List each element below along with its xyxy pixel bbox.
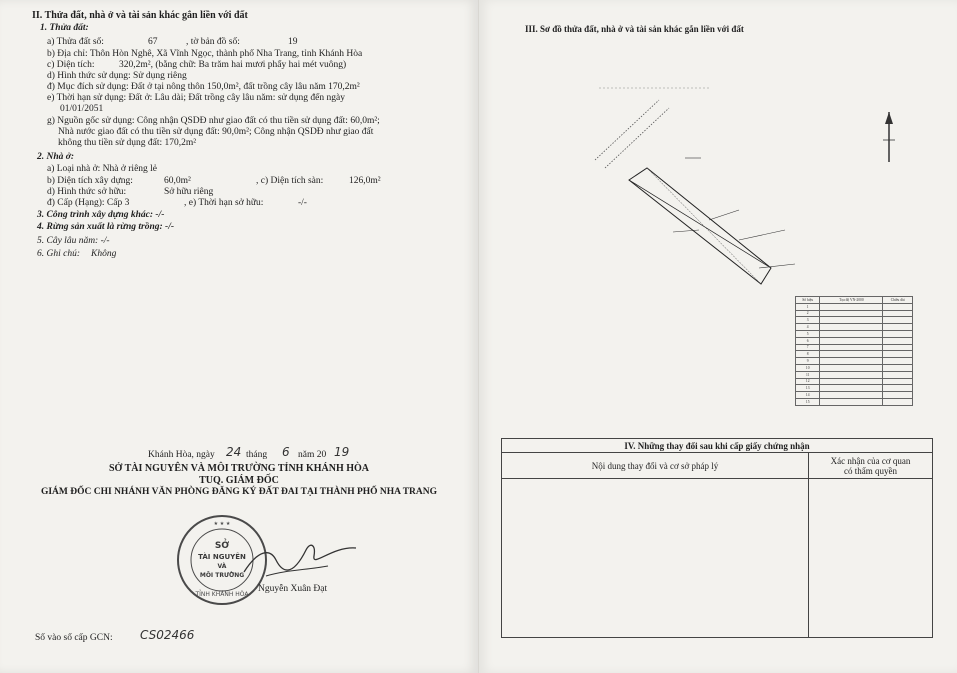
table-row (796, 378, 913, 385)
land-heading: 1. Thửa đất: (40, 23, 89, 33)
coords-point: 3 (796, 317, 820, 324)
notes-label: 6. Ghi chú: (37, 249, 81, 259)
table-row (796, 337, 913, 344)
ownership-term-label: , e) Thời hạn sở hữu: (184, 198, 264, 208)
build-area-value: 60,0m² (164, 176, 191, 186)
coords-point: 12 (796, 378, 820, 385)
coords-point: 1 (796, 303, 820, 310)
parcel-number-value: 67 (148, 37, 158, 47)
changes-col-content: Nội dung thay đổi và cơ sở pháp lý (502, 453, 809, 479)
svg-text:SỞ: SỞ (214, 541, 230, 551)
changes-col-confirmation (809, 453, 933, 479)
other-structures: 3. Công trình xây dựng khác: -/- (37, 210, 165, 220)
house-heading: 2. Nhà ở: (37, 152, 75, 162)
ownership-label: d) Hình thức sở hữu: (47, 187, 127, 197)
date-month: 6 (282, 445, 290, 459)
signer-title: GIÁM ĐỐC CHI NHÁNH VĂN PHÒNG ĐĂNG KÝ ĐẤT ĐAI TẠI THÀNH PHỐ NHA TRANG (40, 487, 438, 497)
origin-line-2: Nhà nước giao đất có thu tiền sử dụng đất: 90,0m²; Công nhận QSDĐ như giao đất (58, 127, 374, 137)
date-month-label: tháng (246, 450, 268, 460)
coords-point: 6 (796, 337, 820, 344)
coords-point: 10 (796, 364, 820, 371)
section-4-title: IV. Những thay đổi sau khi cấp giấy chứng nhận (502, 439, 933, 453)
coords-point: 14 (796, 392, 820, 399)
signer-name: Nguyễn Xuân Đạt (258, 584, 328, 594)
table-row (796, 364, 913, 371)
registry-label: Số vào sổ cấp GCN: (35, 633, 113, 643)
table-row (796, 303, 913, 310)
table-row (796, 392, 913, 399)
date-day: 24 (226, 445, 242, 459)
date-year-label: năm 20 (298, 450, 327, 460)
usage-term: e) Thời hạn sử dụng: Đất ở: Lâu dài; Đất trồng cây lâu năm: sử dụng đến ngày (47, 93, 345, 103)
table-row (796, 330, 913, 337)
usage-term-date: 01/01/2051 (60, 104, 104, 114)
changes-table (501, 438, 933, 638)
right-page (479, 0, 957, 673)
ownership-term-value: -/- (298, 198, 307, 208)
coordinates-table (795, 296, 913, 406)
floor-area-value: 126,0m² (349, 176, 381, 186)
section-2-title: II. Thửa đất, nhà ở và tài sản khác gắn liền với đất (32, 10, 248, 21)
map-sheet-label: , tờ bản đồ số: (186, 37, 240, 47)
date-prefix: Khánh Hòa, ngày (148, 450, 215, 460)
coords-point: 4 (796, 324, 820, 331)
coords-header: Chiều dài (883, 297, 913, 304)
notes-value: Không (91, 249, 117, 259)
table-row (796, 344, 913, 351)
table-row (796, 324, 913, 331)
confirmation-line-1: Xác nhận của cơ quan (830, 455, 911, 466)
handwritten-signature (236, 530, 366, 590)
svg-text:★ ★ ★: ★ ★ ★ (213, 521, 231, 527)
north-arrow-icon (877, 110, 901, 164)
ownership-value: Sở hữu riêng (164, 187, 214, 197)
table-row (796, 398, 913, 405)
svg-text:TỈNH KHÁNH HÒA: TỈNH KHÁNH HÒA (195, 591, 249, 598)
svg-text:TÀI NGUYÊN: TÀI NGUYÊN (198, 553, 246, 561)
usage-form: d) Hình thức sử dụng: Sử dụng riêng (47, 71, 187, 81)
origin-line-1: g) Nguồn gốc sử dụng: Công nhận QSDĐ như giao đất có thu tiền sử dụng đất: 60,0m²; (47, 116, 380, 126)
floor-area-label: , c) Diện tích sàn: (256, 176, 324, 186)
perennial-trees: 5. Cây lâu năm: -/- (37, 236, 110, 246)
table-row (796, 317, 913, 324)
table-row (796, 385, 913, 392)
coords-point: 15 (796, 398, 820, 405)
changes-content-cell (502, 479, 809, 638)
changes-confirmation-cell (809, 479, 933, 638)
build-area-label: b) Diện tích xây dựng: (47, 176, 133, 186)
coords-point: 9 (796, 358, 820, 365)
issuing-org: SỞ TÀI NGUYÊN VÀ MÔI TRƯỜNG TỈNH KHÁNH HÒA (108, 463, 370, 474)
usage-purpose: đ) Mục đích sử dụng: Đất ở tại nông thôn 150,0m², đất trồng cây lâu năm 170,2m² (47, 82, 360, 92)
address-line: b) Địa chỉ: Thôn Hòn Nghê, Xã Vĩnh Ngọc, thành phố Nha Trang, tỉnh Khánh Hòa (47, 49, 363, 59)
section-3-title: III. Sơ đồ thửa đất, nhà ở và tài sản khác gắn liền với đất (525, 24, 744, 34)
svg-text:VÀ: VÀ (217, 563, 227, 570)
coords-header: Tọa độ VN-2000 (820, 297, 883, 304)
map-sheet-value: 19 (288, 37, 298, 47)
authorization: TUQ. GIÁM ĐỐC (199, 475, 279, 486)
origin-line-3: không thu tiền sử dụng đất: 170,2m² (58, 138, 197, 148)
table-row (796, 358, 913, 365)
registry-number: CS02466 (140, 628, 195, 642)
table-row (796, 310, 913, 317)
coords-point: 13 (796, 385, 820, 392)
table-row (796, 351, 913, 358)
planted-forest: 4. Rừng sản xuất là rừng trồng: -/- (37, 222, 175, 232)
area-value: 320,2m², (bằng chữ: Ba trăm hai mươi phẩy hai mét vuông) (119, 60, 347, 70)
table-row (796, 371, 913, 378)
coords-point: 11 (796, 371, 820, 378)
coords-point: 7 (796, 344, 820, 351)
area-label: c) Diện tích: (47, 60, 95, 70)
house-grade: đ) Cấp (Hạng): Cấp 3 (47, 198, 130, 208)
coords-point: 8 (796, 351, 820, 358)
confirmation-line-2: có thẩm quyền (844, 465, 897, 476)
date-year: 19 (334, 445, 350, 459)
svg-text:MÔI TRƯỜNG: MÔI TRƯỜNG (199, 572, 245, 579)
coords-point: 2 (796, 310, 820, 317)
house-type: a) Loại nhà ở: Nhà ở riêng lẻ (47, 164, 158, 174)
coords-point: 5 (796, 330, 820, 337)
parcel-number-label: a) Thửa đất số: (47, 37, 104, 47)
coords-header: Số hiệu (796, 297, 820, 304)
parcel-sketch-diagram (589, 80, 819, 300)
left-page (0, 0, 478, 673)
